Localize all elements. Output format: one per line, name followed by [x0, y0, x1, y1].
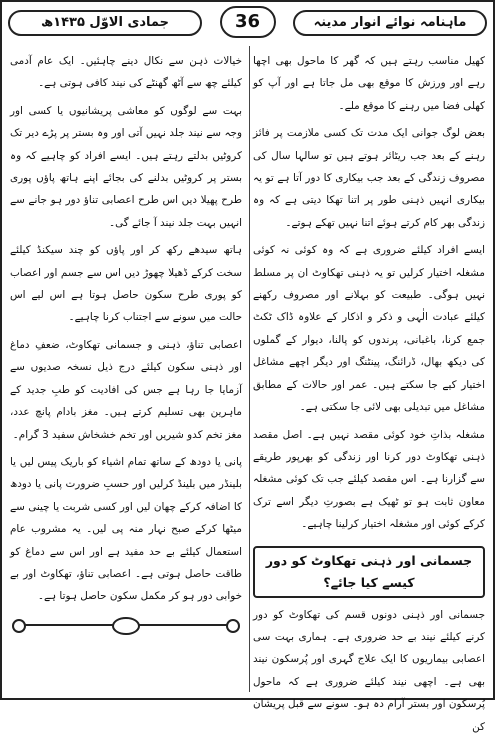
magazine-title: ماہنامہ نوائے انوار مدینہ	[293, 10, 487, 36]
paragraph: جسمانی اور ذہنی دونوں قسم کی تھکاوٹ کو دور کرنے کیلئے نیند بے حد ضروری ہے۔ ہماری بہت سی اعصابی بیماریوں کا ایک علاج گہری اور پُرسکون نیند بھی ہے۔ اچھی نیند کیلئے ضروری ہے کہ ماحول پُرسکون اور بستر آرام دہ ہو۔ سونے سے قبل پریشان کن	[253, 608, 485, 733]
ornament-divider	[10, 614, 242, 636]
left-column	[10, 50, 242, 690]
paragraph: مشغلہ بذاتِ خود کوئی مقصد نہیں ہے۔ اصل مقصد ذہنی تھکاوٹ دور کرنا اور زندگی کو بھرپور طریقے سے گزارنا ہے۔ اس مقصد کیلئے جب تک کوئی مشغلہ معاون ثابت ہو تو ٹھیک ہے بصورتِ دیگر اسے ترک کرکے کوئی اور مشغلہ اختیار کرلینا چاہیے۔	[253, 428, 485, 531]
right-column	[253, 50, 485, 733]
paragraph: بہت سے لوگوں کو معاشی پریشانیوں یا کسی اور وجہ سے نیند جلد نہیں آتی اور وہ بستر پر پڑے دیر تک کروٹیں بدلتے رہتے ہیں۔ ایسے افراد کو چاہیے کہ وہ بستر پر کروٹیں بدلنے کی بجائے اپنے ہاتھ پاؤں پوری طرح پھیلا دیں اس طرح اعصابی تناؤ دور ہو جانے سے انہیں بہت جلد نیند آ جائے گی۔	[10, 104, 242, 229]
paragraph: خیالات ذہن سے نکال دینے چاہئیں۔ ایک عام آدمی کیلئے چھ سے آٹھ گھنٹے کی نیند کافی ہوتی ہے۔	[10, 55, 242, 90]
paragraph: ہاتھ سیدھے رکھ کر اور پاؤں کو چند سیکنڈ کیلئے سخت کرکے ڈھیلا چھوڑ دیں اس سے جسم اور اعصاب کو پوری طرح سکون حاصل ہوتا ہے اس لیے اس حالت میں سونے سے اجتناب کرنا چاہیے۔	[10, 244, 242, 324]
paragraph: اعصابی تناؤ، ذہنی و جسمانی تھکاوٹ، ضعفِ دماغ اور ذہنی سکون کیلئے درج ذیل نسخہ صدیوں سے آزمایا جا رہا ہے جس کی افادیت کو طبِ جدید کے ماہرین بھی تسلیم کرتے ہیں۔ مغز بادام پانچ عدد، مغز تخم کدو شیریں اور تخم خشخاش سفید 3 گرام۔	[10, 338, 242, 441]
paragraph: کھیل مناسب رہتے ہیں کہ گھر کا ماحول بھی اچھا رہے اور ورزش کا موقع بھی مل جاتا ہے اور آپ کو کھلی فضا میں رہنے کا موقع ملے۔	[253, 55, 485, 112]
paragraph: بعض لوگ جوانی ایک مدت تک کسی ملازمت پر فائز رہنے کے بعد جب ریٹائر ہوتے ہیں تو سالہا سال کی مصروف زندگی کے بعد جب بیکاری کا دور آتا ہے تو یہ بیکاری انہیں ذہنی طور پر اتنا تھکا دیتی ہے کہ وہ زندگی بھر کام کرتے ہوئے اتنا نہیں تھکے ہوتے۔	[253, 127, 485, 229]
paragraph: پانی یا دودھ کے ساتھ تمام اشیاء کو باریک پیس لیں یا بلینڈر میں بلینڈ کرلیں اور حسبِ ضرورت پانی یا دودھ کا اضافہ کرکے چھان لیں اور کسی شربت یا چینی سے میٹھا کرکے صبح نہار منہ پی لیں۔ یہ مشروب عام استعمال کیلئے بے حد مفید ہے اور اس سے دماغ کو طاقت حاصل ہوتی ہے۔ اعصابی تناؤ، تھکاوٹ اور بے خوابی دور ہو کر مکمل سکون حاصل ہوتا ہے۔	[10, 455, 242, 603]
section-heading: جسمانی اور ذہنی تھکاوٹ کو دور کیسے کیا جائے؟	[253, 546, 485, 598]
page-header	[6, 6, 489, 40]
page-number: 36	[220, 6, 276, 38]
paragraph: ایسے افراد کیلئے ضروری ہے کہ وہ کوئی نہ کوئی مشغلہ اختیار کرلیں تو یہ ذہنی تھکاوٹ ان پر مسلط نہیں ہوگی۔ طبیعت کو بہلانے اور مصروف رکھنے کیلئے عبادت الٰہی و ذکر و اذکار کے علاوہ ڈاک ٹکٹ جمع کرنا، باغبانی، پرندوں کو پالنا، دیوار کے گملوں کی دیکھ بھال، ڈرائنگ، پینٹنگ اور دیگر اچھے مشاغل اختیار کیے جا سکتے ہیں۔ عمر اور حالات کے مطابق مشاغل میں تبدیلی بھی لائی جا سکتی ہے۔	[253, 244, 485, 414]
issue-date: جمادی الاوّل ۱۴۳۵ھ	[8, 10, 202, 36]
column-divider	[249, 46, 250, 692]
